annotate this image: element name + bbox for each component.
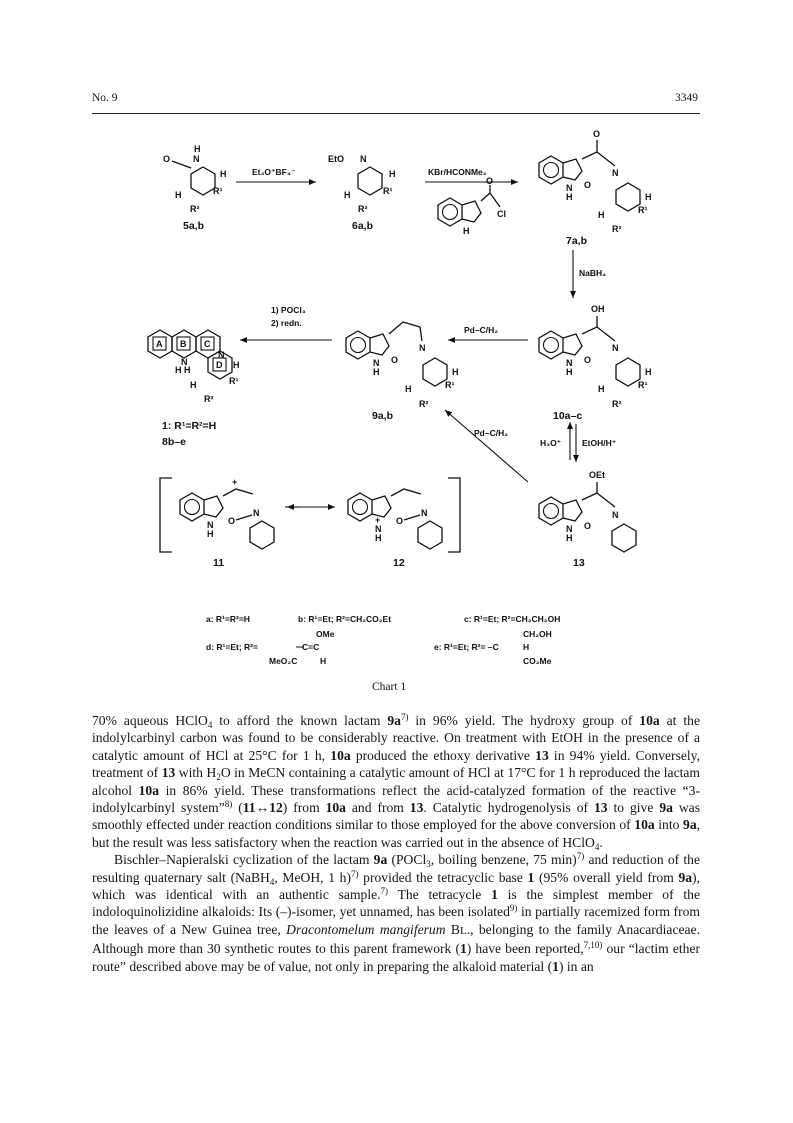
svg-text:R¹: R¹ <box>229 376 239 386</box>
substituent-d-cc: C=C <box>302 642 320 652</box>
svg-text:H: H <box>452 367 459 377</box>
reagent-3: NaBH₄ <box>579 268 607 278</box>
svg-text:H: H <box>389 169 396 179</box>
svg-text:H: H <box>190 380 197 390</box>
svg-text:O: O <box>486 176 494 186</box>
structure-chloroacetylindole <box>438 176 506 236</box>
substituent-d-prefix: d: R¹=Et; R²= <box>206 642 258 652</box>
reagent-5a: 1) POCl₃ <box>271 305 306 315</box>
substituent-c: c: R¹=Et; R²=CH₂CH₂OH <box>464 614 561 624</box>
ring-a-label: A <box>156 339 163 349</box>
reagent-7a: H₃O⁺ <box>540 438 562 448</box>
svg-text:O: O <box>584 521 592 531</box>
substituent-d-h: H <box>320 656 327 666</box>
compound-label-9: 9a,b <box>372 410 394 422</box>
svg-text:N: N <box>421 508 428 518</box>
substituent-e-h: H <box>523 642 530 652</box>
svg-text:N: N <box>360 154 367 164</box>
arrow-13-to-9 <box>445 410 528 482</box>
svg-text:O: O <box>391 355 399 365</box>
compound-label-7: 7a,b <box>566 235 588 247</box>
substituent-b: b: R¹=Et; R²=CH₂CO₂Et <box>298 614 392 624</box>
figure-caption: Chart 1 <box>372 681 407 693</box>
svg-text:H: H <box>566 533 573 543</box>
svg-text:H: H <box>598 210 605 220</box>
structure-12 <box>348 489 442 549</box>
svg-text:H: H <box>566 367 573 377</box>
svg-text:Cl: Cl <box>497 209 506 219</box>
svg-text:OH: OH <box>591 304 605 314</box>
svg-text:R²: R² <box>358 204 368 214</box>
reagent-1: Et₃O⁺BF₄⁻ <box>252 167 296 177</box>
svg-text:O: O <box>584 180 592 190</box>
svg-text:H: H <box>344 190 351 200</box>
svg-text:H H: H H <box>175 365 191 375</box>
svg-text:R²: R² <box>612 399 622 409</box>
compound-label-10: 10a–c <box>553 410 583 422</box>
compound-label-13: 13 <box>573 557 585 569</box>
structure-7 <box>539 129 652 234</box>
svg-text:N: N <box>419 343 426 353</box>
svg-text:N: N <box>253 508 260 518</box>
svg-text:H: H <box>405 384 412 394</box>
reagent-7b: EtOH/H⁺ <box>582 438 617 448</box>
svg-text:N: N <box>181 357 188 367</box>
substituent-key <box>206 614 560 666</box>
svg-text:H: H <box>207 529 214 539</box>
svg-text:+: + <box>232 477 238 487</box>
substituent-e-ch2oh: CH₂OH <box>523 629 552 639</box>
svg-text:N: N <box>612 343 619 353</box>
svg-text:EtO: EtO <box>328 154 345 164</box>
svg-text:N: N <box>566 183 573 193</box>
reagent-5b: 2) redn. <box>271 318 302 328</box>
svg-text:N: N <box>566 358 573 368</box>
substituent-e-prefix: e: R¹=Et; R²= –C <box>434 642 499 652</box>
structure-1 <box>148 330 240 404</box>
paragraph-2: Bischler–Napieralski cyclization of the lactam 9a (POCl$_3$, boiling benzene, 75 min)$^{7)}$ and reduction of the resulting quaternary salt (NaBH$_4$, MeOH, 1 h)$^{7)}$ provided the tetracyclic base 1 (95% overall yield from 9a), which was identical with an authentic sample.$^{7)}$ The tetracycle 1 is the simplest member of the indoloquinolizidine alkaloids: Its (–)-isomer, yet unnamed, has been isolated$^{9)}$ in partially racemized form from the leaves of a New Guinea tree, Dracontomelum mangiferum BL., belonging to the family Anacardiaceae. Although more than 30 synthetic routes to this parent framework (1) have been reported,$^{7,10)}$ our “lactim ether route” described above may be of value, not only in preparing the alkaloid material (1) in an <box>92 851 701 974</box>
svg-text:N: N <box>566 524 573 534</box>
svg-text:OEt: OEt <box>589 470 606 480</box>
left-bracket <box>160 478 172 552</box>
svg-text:R¹: R¹ <box>638 205 648 215</box>
paragraph-1: 70% aqueous HClO$_4$ to afford the known lactam $9a^{7)}$ in 96% yield. The hydroxy group of 10a at the indolylcarbinyl carbon was found to be considerably reactive. On treatment with EtOH in the presence of a catalytic amount of HCl at 25°C for 1 h, 10a produced the ethoxy derivative 13 in 94% yield. Conversely, treatment of 13 with $H_2O$ in MeCN containing a catalytic amount of HCl at 17°C for 1 h reproduced the lactam alcohol 10a in 86% yield. These transformations reflect the acid-catalyzed formation of the reactive “3-indolylcarbinyl system”$^{8)}$ (11↔12) from 10a and from 13. Catalytic hydrogenolysis of 13 to give 9a was smoothly effected under reaction conditions similar to those employed for the above conversion of 10a into 9a, but the result was less satisfactory when the reaction was carried out in the absence of HClO$_4$. <box>92 712 701 852</box>
svg-text:R²: R² <box>190 204 200 214</box>
svg-text:R¹: R¹ <box>383 186 393 196</box>
right-bracket <box>448 478 460 552</box>
svg-text:N: N <box>612 168 619 178</box>
svg-text:O: O <box>593 129 601 139</box>
svg-text:H: H <box>194 144 201 154</box>
compound-label-6: 6a,b <box>352 220 374 232</box>
ring-d-label: D <box>216 360 223 370</box>
svg-text:R²: R² <box>419 399 429 409</box>
compound-label-12: 12 <box>393 557 405 569</box>
svg-text:O: O <box>163 154 171 164</box>
svg-text:+: + <box>375 515 381 525</box>
svg-text:H: H <box>598 384 605 394</box>
structure-10 <box>539 304 652 409</box>
substituent-d-ome: OMe <box>316 629 335 639</box>
substituent-a: a: R¹=R²=H <box>206 614 250 624</box>
svg-text:N: N <box>193 154 200 164</box>
compound-label-8: 8b–e <box>162 436 186 448</box>
compound-label-1: 1: R¹=R²=H <box>162 420 217 432</box>
structure-6 <box>328 154 396 214</box>
svg-text:H: H <box>463 226 470 236</box>
svg-text:N: N <box>218 350 225 360</box>
structure-13 <box>539 470 636 552</box>
svg-text:R²: R² <box>204 394 214 404</box>
structure-11 <box>180 477 274 549</box>
compound-label-5: 5a,b <box>183 220 205 232</box>
compound-label-11: 11 <box>213 557 225 569</box>
svg-text:H: H <box>566 192 573 202</box>
svg-text:N: N <box>373 358 380 368</box>
reagent-6: Pd–C/H₂ <box>474 428 509 438</box>
ring-c-label: C <box>204 339 211 349</box>
svg-text:H: H <box>645 367 652 377</box>
svg-text:O: O <box>228 516 236 526</box>
svg-text:N: N <box>207 520 214 530</box>
running-header-page-number: 3349 <box>675 92 698 104</box>
svg-text:H: H <box>645 192 652 202</box>
svg-text:N: N <box>612 510 619 520</box>
svg-text:O: O <box>584 355 592 365</box>
svg-text:N: N <box>375 524 382 534</box>
reagent-4: Pd–C/H₂ <box>464 325 499 335</box>
svg-text:R¹: R¹ <box>638 380 648 390</box>
substituent-d-meo2c: MeO₂C <box>269 656 298 666</box>
svg-text:O: O <box>396 516 404 526</box>
svg-text:H: H <box>175 190 182 200</box>
svg-text:H: H <box>375 533 382 543</box>
reagent-2: KBr/HCONMe₂ <box>428 167 487 177</box>
running-header-issue: No. 9 <box>92 92 118 104</box>
article-body <box>92 712 700 975</box>
svg-text:R²: R² <box>612 224 622 234</box>
svg-text:H: H <box>373 367 380 377</box>
ring-b-label: B <box>180 339 187 349</box>
svg-text:H: H <box>220 169 227 179</box>
structure-5 <box>163 144 227 214</box>
svg-text:R¹: R¹ <box>445 380 455 390</box>
structure-9 <box>346 322 459 409</box>
svg-text:R¹: R¹ <box>213 186 223 196</box>
substituent-e-co2me: CO₂Me <box>523 656 552 666</box>
svg-text:H: H <box>233 360 240 370</box>
